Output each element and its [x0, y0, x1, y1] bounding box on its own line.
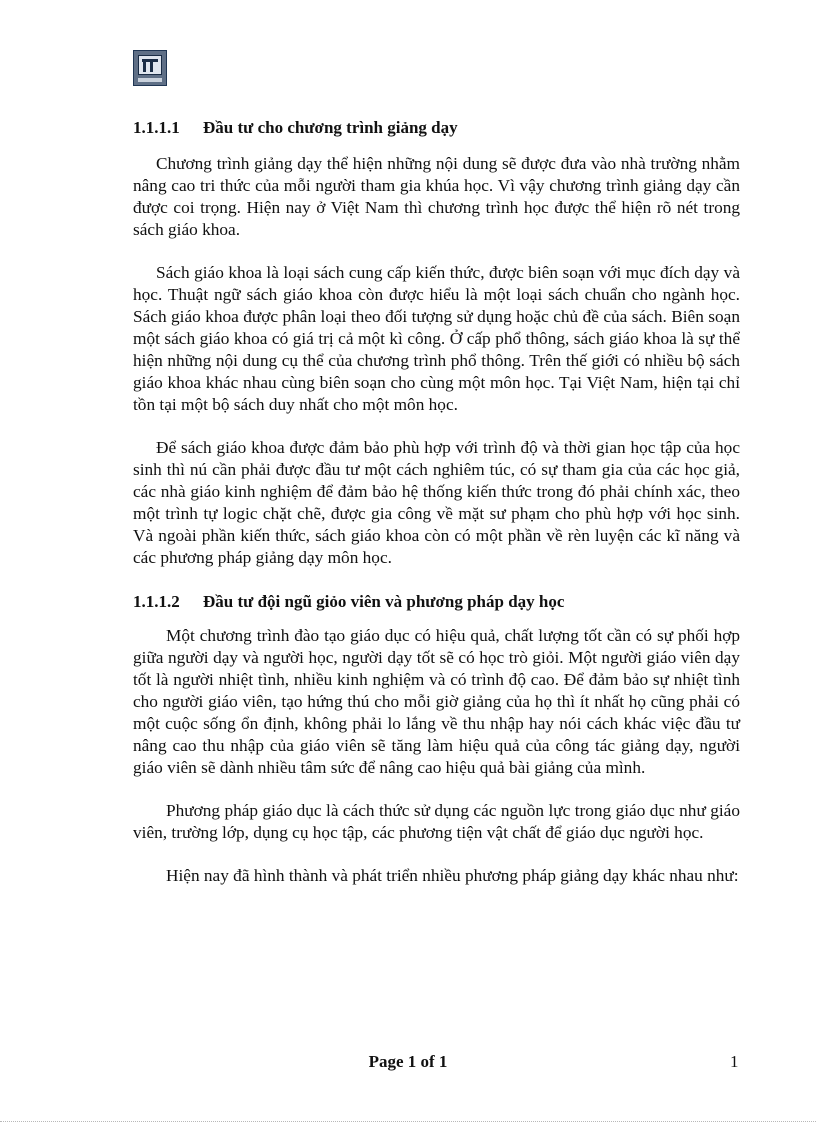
section-1-body: [133, 153, 740, 569]
section-title: Đầu tư cho chương trình giảng dạy: [203, 118, 458, 137]
section-number: 1.1.1.2: [133, 592, 180, 611]
page-number: 1: [730, 1052, 739, 1071]
page-border-divider: [0, 1121, 816, 1122]
paragraph: Phương pháp giáo dục là cách thức sử dụng các nguồn lực trong giáo dục như giáo viên, trường lớp, dụng cụ học tập, các phương tiện vật chất để giáo dục người học.: [133, 801, 740, 842]
section-title: Đầu tư đội ngũ giỏo viên và phương pháp dạy học: [203, 592, 565, 611]
paragraph: Chương trình giảng dạy thể hiện những nội dung sẽ được đưa vào nhà trường nhằm nâng cao tri thức của mỗi người tham gia khúa học. Vì vậy chương trình giảng dạy cần được coi trọng. Hiện nay ở Việt Nam thì chương trình học được thể hiện rõ nét trong sách giáo khoa.: [133, 154, 740, 239]
section-number: 1.1.1.1: [133, 118, 180, 137]
paragraph: Sách giáo khoa là loại sách cung cấp kiến thức, được biên soạn với mục đích dạy và học. Thuật ngữ sách giáo khoa còn được hiểu là một loại sách chuẩn cho ngành học. Sách giáo khoa được phân loại theo đối tượng sử dụng hoặc chủ đề của sách. Biên soạn một sách giáo khoa có giá trị cả một kì công. Ở cấp phổ thông, sách giáo khoa là sự thể hiện những nội dung cụ thể của chương trình phổ thông. Trên thế giới có nhiều bộ sách giáo khoa khác nhau cùng biên soạn cho cùng một môn học. Tại Việt Nam, hiện tại chỉ tồn tại một bộ sách duy nhất cho một môn học.: [133, 263, 740, 414]
section-heading-1: [133, 116, 740, 140]
page-footer-label: Page 1 of 1: [368, 1052, 448, 1071]
document-logo-icon: [133, 50, 167, 86]
paragraph: Một chương trình đào tạo giáo dục có hiệu quả, chất lượng tốt cần có sự phối hợp giữa người dạy và người học, người dạy tốt sẽ có học trò giỏi. Một người giáo viên dạy tốt là người nhiệt tình, nhiều kinh nghiệm và có trình độ cao. Để đảm bảo sự nhiệt tình cho người giáo viên, tạo hứng thú cho mỗi giờ giảng của họ thì ít nhất họ cũng phải có một cuộc sống ổn định, không phải lo lắng về thu nhập hay nói cách khác việc đầu tư nâng cao thu nhập của giáo viên sẽ tăng làm hiệu quả của công tác giảng dạy, người giáo viên sẽ dành nhiều tâm sức để nâng cao hiệu quả bài giảng của mình.: [133, 626, 740, 777]
paragraph: Để sách giáo khoa được đảm bảo phù hợp với trình độ và thời gian học tập của học sinh thì nú cần phải được đầu tư một cách nghiêm túc, có sự tham gia của các học giả, các nhà giáo kinh nghiệm để đảm bảo hệ thống kiến thức trong đó phải chính xác, theo một trình tự logic chặt chẽ, được gia công về mặt sư phạm cho phù hợp với học sinh. Và ngoài phần kiến thức, sách giáo khoa còn có một phần về rèn luyện các kĩ năng và các phương pháp giảng dạy môn học.: [133, 438, 740, 567]
document-body: [133, 116, 740, 908]
section-heading-2: [133, 590, 740, 614]
section-2-body: [133, 625, 740, 887]
paragraph: Hiện nay đã hình thành và phát triển nhiều phương pháp giảng dạy khác nhau như:: [166, 866, 739, 885]
